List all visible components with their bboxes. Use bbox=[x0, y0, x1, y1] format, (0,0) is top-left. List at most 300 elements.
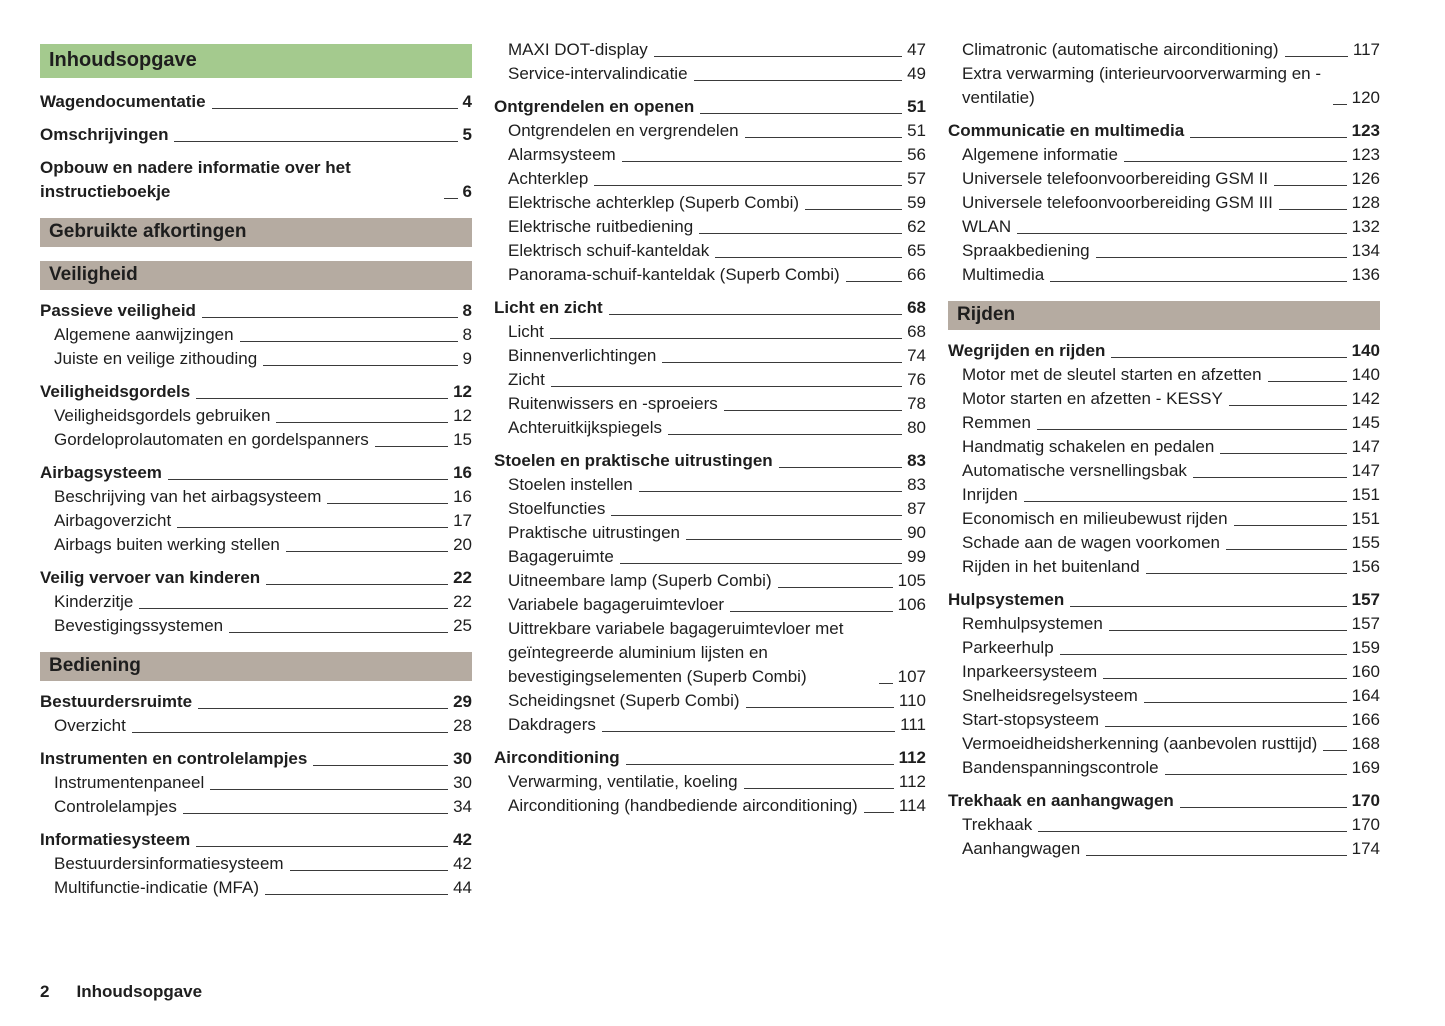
leader-line bbox=[745, 137, 902, 138]
toc-entry-page-number: 74 bbox=[907, 346, 926, 365]
toc-entry-page-number: 159 bbox=[1351, 638, 1380, 657]
leader-line bbox=[602, 731, 895, 732]
toc-entry bbox=[40, 428, 472, 452]
leader-line bbox=[198, 708, 448, 709]
leader-line bbox=[183, 813, 448, 814]
toc-entry-title: Instrumentenpaneel bbox=[54, 773, 205, 792]
toc-entry bbox=[494, 416, 926, 440]
toc-entry-title: Wegrijden en rijden bbox=[948, 341, 1106, 360]
toc-entry-page-number: 78 bbox=[907, 394, 926, 413]
toc-entry-title: Bestuurdersinformatiesysteem bbox=[54, 854, 284, 873]
leader-line bbox=[668, 434, 902, 435]
section-header: Gebruikte afkortingen bbox=[40, 218, 472, 247]
toc-entry-title: Airbags buiten werking stellen bbox=[54, 535, 280, 554]
toc-entry-title: Dakdragers bbox=[508, 715, 596, 734]
toc-entry-title: Veiligheidsgordels gebruiken bbox=[54, 406, 271, 425]
toc-entry bbox=[40, 876, 472, 900]
toc-entry-title: Algemene aanwijzingen bbox=[54, 325, 234, 344]
toc-entry bbox=[494, 320, 926, 344]
toc-entry bbox=[948, 387, 1380, 411]
toc-entry bbox=[948, 756, 1380, 780]
toc-entry-page-number: 44 bbox=[453, 878, 472, 897]
toc-entry-title: Economisch en milieubewust rijden bbox=[962, 509, 1228, 528]
toc-entry-title: Elektrische ruitbediening bbox=[508, 217, 694, 236]
leader-line bbox=[375, 446, 448, 447]
leader-line bbox=[879, 683, 893, 684]
toc-entry-title: Vermoeidheidsherkenning (aanbevolen rusttijd) bbox=[962, 734, 1318, 753]
toc-entry bbox=[40, 461, 472, 485]
toc-entry bbox=[948, 215, 1380, 239]
toc-entry-page-number: 169 bbox=[1351, 758, 1380, 777]
toc-entry bbox=[40, 509, 472, 533]
toc-entry-page-number: 22 bbox=[453, 592, 472, 611]
toc-entry-page-number: 145 bbox=[1351, 413, 1380, 432]
toc-entry bbox=[948, 507, 1380, 531]
toc-entry-title: WLAN bbox=[962, 217, 1012, 236]
toc-entry-title: Multimedia bbox=[962, 265, 1045, 284]
toc-entry bbox=[948, 38, 1380, 62]
toc-entry-title: Stoelen instellen bbox=[508, 475, 633, 494]
leader-line bbox=[1229, 405, 1347, 406]
leader-line bbox=[1103, 678, 1347, 679]
toc-entry-title: Handmatig schakelen en pedalen bbox=[962, 437, 1215, 456]
toc-entry-page-number: 65 bbox=[907, 241, 926, 260]
leader-line bbox=[1234, 525, 1347, 526]
toc-entry bbox=[40, 614, 472, 638]
toc-entry bbox=[948, 789, 1380, 813]
leader-line bbox=[266, 584, 448, 585]
toc-entry bbox=[948, 239, 1380, 263]
leader-line bbox=[724, 410, 902, 411]
toc-entry-page-number: 140 bbox=[1351, 365, 1380, 384]
toc-entry-title: Airconditioning (handbediende airconditioning) bbox=[508, 796, 858, 815]
toc-entry-title: Spraakbediening bbox=[962, 241, 1090, 260]
toc-entry-page-number: 80 bbox=[907, 418, 926, 437]
toc-entry bbox=[948, 732, 1380, 756]
toc-entry-page-number: 12 bbox=[453, 406, 472, 425]
leader-line bbox=[846, 281, 902, 282]
toc-entry-page-number: 160 bbox=[1351, 662, 1380, 681]
toc-entry-title: Verwarming, ventilatie, koeling bbox=[508, 772, 738, 791]
toc-entry bbox=[40, 404, 472, 428]
toc-entry-page-number: 142 bbox=[1351, 389, 1380, 408]
toc-entry bbox=[948, 483, 1380, 507]
toc-entry-title: Uitneembare lamp (Superb Combi) bbox=[508, 571, 772, 590]
leader-line bbox=[1109, 630, 1347, 631]
toc-entry bbox=[40, 323, 472, 347]
leader-line bbox=[1050, 281, 1346, 282]
toc-entry-title: Trekhaak en aanhangwagen bbox=[948, 791, 1174, 810]
toc-entry-page-number: 25 bbox=[453, 616, 472, 635]
toc-entry bbox=[494, 239, 926, 263]
toc-entry-title: Passieve veiligheid bbox=[40, 301, 196, 320]
toc-entry-title: Communicatie en multimedia bbox=[948, 121, 1185, 140]
toc-entry-page-number: 15 bbox=[453, 430, 472, 449]
toc-entry bbox=[494, 770, 926, 794]
toc-entry-page-number: 174 bbox=[1351, 839, 1380, 858]
toc-entry-page-number: 90 bbox=[907, 523, 926, 542]
leader-line bbox=[1086, 855, 1346, 856]
toc-entry-title: Airbagsysteem bbox=[40, 463, 162, 482]
toc-entry-title: Uittrekbare variabele bagageruimtevloer met geïntegreerde aluminium lijsten en bevestigingselementen (Superb Combi) bbox=[508, 619, 844, 686]
toc-entry-page-number: 111 bbox=[900, 715, 926, 734]
toc-entry-title: Juiste en veilige zithouding bbox=[54, 349, 258, 368]
leader-line bbox=[1070, 606, 1346, 607]
toc-entry bbox=[948, 191, 1380, 215]
toc-entry bbox=[948, 684, 1380, 708]
toc-entry-title: Omschrijvingen bbox=[40, 125, 169, 144]
toc-entry-title: Airbagoverzicht bbox=[54, 511, 172, 530]
toc-entry-page-number: 106 bbox=[897, 595, 926, 614]
toc-entry-page-number: 105 bbox=[897, 571, 926, 590]
toc-entry-page-number: 123 bbox=[1351, 145, 1380, 164]
toc-entry bbox=[40, 485, 472, 509]
toc-entry-page-number: 9 bbox=[462, 349, 472, 368]
section-header: Veiligheid bbox=[40, 261, 472, 290]
toc-entry bbox=[948, 339, 1380, 363]
toc-entry-page-number: 112 bbox=[898, 772, 926, 791]
leader-line bbox=[276, 422, 448, 423]
toc-entry-page-number: 29 bbox=[453, 692, 472, 711]
leader-line bbox=[744, 788, 894, 789]
leader-line bbox=[864, 812, 894, 813]
toc-entry-title: Airconditioning bbox=[494, 748, 620, 767]
toc-entry-title: Universele telefoonvoorbereiding GSM II bbox=[962, 169, 1269, 188]
toc-entry-page-number: 107 bbox=[897, 667, 926, 686]
toc-entry bbox=[948, 459, 1380, 483]
toc-entry-title: Remmen bbox=[962, 413, 1031, 432]
toc-entry bbox=[948, 660, 1380, 684]
toc-entry-title: Panorama-schuif-kanteldak (Superb Combi) bbox=[508, 265, 840, 284]
leader-line bbox=[1105, 726, 1347, 727]
toc-entry-page-number: 20 bbox=[453, 535, 472, 554]
toc-entry-page-number: 87 bbox=[907, 499, 926, 518]
toc-entry bbox=[494, 794, 926, 818]
toc-entry-title: Alarmsysteem bbox=[508, 145, 616, 164]
leader-line bbox=[1060, 654, 1347, 655]
toc-entry-title: Algemene informatie bbox=[962, 145, 1118, 164]
toc-entry bbox=[494, 746, 926, 770]
leader-line bbox=[196, 398, 448, 399]
toc-entry bbox=[40, 90, 472, 114]
toc-entry-page-number: 112 bbox=[898, 748, 926, 767]
leader-line bbox=[686, 539, 902, 540]
toc-entry bbox=[948, 62, 1380, 110]
toc-entry-page-number: 134 bbox=[1351, 241, 1380, 260]
leader-line bbox=[210, 789, 448, 790]
toc-entry-title: Scheidingsnet (Superb Combi) bbox=[508, 691, 740, 710]
leader-line bbox=[1190, 137, 1346, 138]
toc-entry-page-number: 168 bbox=[1351, 734, 1380, 753]
toc-entry-title: Ontgrendelen en vergrendelen bbox=[508, 121, 739, 140]
toc-entry-title: Binnenverlichtingen bbox=[508, 346, 657, 365]
leader-line bbox=[290, 870, 448, 871]
toc-entry bbox=[40, 566, 472, 590]
toc-column-2 bbox=[494, 38, 926, 818]
toc-entry-page-number: 47 bbox=[907, 40, 926, 59]
toc-entry-page-number: 170 bbox=[1351, 791, 1380, 810]
toc-entry-page-number: 42 bbox=[453, 830, 472, 849]
toc-entry-page-number: 17 bbox=[453, 511, 472, 530]
leader-line bbox=[229, 632, 448, 633]
toc-entry-page-number: 62 bbox=[907, 217, 926, 236]
leader-line bbox=[212, 108, 458, 109]
toc-entry bbox=[948, 435, 1380, 459]
toc-entry bbox=[948, 555, 1380, 579]
toc-entry-page-number: 164 bbox=[1351, 686, 1380, 705]
toc-entry bbox=[494, 545, 926, 569]
toc-entry-page-number: 114 bbox=[898, 796, 926, 815]
toc-entry bbox=[40, 828, 472, 852]
toc-entry-page-number: 151 bbox=[1351, 509, 1380, 528]
toc-entry-title: Praktische uitrustingen bbox=[508, 523, 680, 542]
leader-line bbox=[805, 209, 902, 210]
leader-line bbox=[168, 479, 448, 480]
toc-entry bbox=[40, 590, 472, 614]
toc-entry-title: Climatronic (automatische airconditioning) bbox=[962, 40, 1279, 59]
toc-entry-page-number: 120 bbox=[1351, 88, 1380, 107]
toc-entry-title: Automatische versnellingsbak bbox=[962, 461, 1187, 480]
leader-line bbox=[263, 365, 457, 366]
toc-entry bbox=[494, 215, 926, 239]
toc-entry-title: Bestuurdersruimte bbox=[40, 692, 193, 711]
toc-entry bbox=[40, 156, 472, 204]
toc-entry-title: MAXI DOT-display bbox=[508, 40, 648, 59]
toc-entry-title: Licht en zicht bbox=[494, 298, 603, 317]
leader-line bbox=[694, 80, 903, 81]
toc-entry-title: Motor met de sleutel starten en afzetten bbox=[962, 365, 1262, 384]
toc-entry bbox=[494, 497, 926, 521]
toc-entry-page-number: 83 bbox=[907, 451, 926, 470]
toc-entry-title: Inrijden bbox=[962, 485, 1018, 504]
leader-line bbox=[1146, 573, 1347, 574]
toc-entry bbox=[948, 263, 1380, 287]
section-header: Bediening bbox=[40, 652, 472, 681]
toc-entry-title: Informatiesysteem bbox=[40, 830, 191, 849]
toc-entry-title: Controlelampjes bbox=[54, 797, 177, 816]
toc-entry bbox=[40, 795, 472, 819]
toc-entry bbox=[494, 617, 926, 689]
toc-entry bbox=[494, 62, 926, 86]
leader-line bbox=[1144, 702, 1347, 703]
toc-entry-page-number: 28 bbox=[453, 716, 472, 735]
leader-line bbox=[196, 846, 448, 847]
toc-entry bbox=[948, 813, 1380, 837]
toc-entry-title: Zicht bbox=[508, 370, 545, 389]
toc-entry-page-number: 16 bbox=[453, 487, 472, 506]
leader-line bbox=[730, 611, 893, 612]
toc-entry bbox=[494, 368, 926, 392]
leader-line bbox=[1193, 477, 1347, 478]
toc-entry-title: Achterklep bbox=[508, 169, 589, 188]
toc-entry-title: Opbouw en nadere informatie over het instructieboekje bbox=[40, 158, 351, 201]
footer-section-label: Inhoudsopgave bbox=[76, 982, 203, 1001]
leader-line bbox=[1268, 381, 1347, 382]
leader-line bbox=[1180, 807, 1347, 808]
toc-entry-page-number: 4 bbox=[462, 92, 472, 111]
leader-line bbox=[1096, 257, 1347, 258]
toc-entry bbox=[40, 533, 472, 557]
toc-entry-title: Bandenspanningscontrole bbox=[962, 758, 1159, 777]
leader-line bbox=[1333, 104, 1347, 105]
leader-line bbox=[174, 141, 457, 142]
page-footer bbox=[40, 982, 202, 1002]
leader-line bbox=[550, 338, 902, 339]
toc-entry-page-number: 30 bbox=[453, 749, 472, 768]
toc-entry-page-number: 8 bbox=[462, 301, 472, 320]
leader-line bbox=[1226, 549, 1347, 550]
toc-entry bbox=[948, 588, 1380, 612]
leader-line bbox=[779, 467, 902, 468]
toc-entry-page-number: 132 bbox=[1351, 217, 1380, 236]
leader-line bbox=[1274, 185, 1346, 186]
leader-line bbox=[286, 551, 448, 552]
toc-column-3 bbox=[948, 38, 1380, 861]
toc-entry-page-number: 110 bbox=[898, 691, 926, 710]
toc-entry bbox=[948, 411, 1380, 435]
toc-entry-title: Achteruitkijkspiegels bbox=[508, 418, 663, 437]
toc-entry-title: Bagageruimte bbox=[508, 547, 614, 566]
leader-line bbox=[313, 765, 448, 766]
leader-line bbox=[699, 233, 902, 234]
toc-entry bbox=[948, 167, 1380, 191]
toc-entry-page-number: 136 bbox=[1351, 265, 1380, 284]
leader-line bbox=[265, 894, 448, 895]
toc-entry bbox=[948, 708, 1380, 732]
leader-line bbox=[240, 341, 458, 342]
leader-line bbox=[177, 527, 448, 528]
toc-entry bbox=[40, 714, 472, 738]
toc-entry bbox=[40, 852, 472, 876]
leader-line bbox=[1111, 357, 1346, 358]
toc-entry-page-number: 157 bbox=[1351, 590, 1380, 609]
toc-entry bbox=[494, 296, 926, 320]
leader-line bbox=[327, 503, 448, 504]
toc-entry-title: Variabele bagageruimtevloer bbox=[508, 595, 725, 614]
toc-entry-title: Stoelen en praktische uitrustingen bbox=[494, 451, 773, 470]
toc-entry bbox=[494, 38, 926, 62]
toc-entry-page-number: 140 bbox=[1351, 341, 1380, 360]
toc-entry-page-number: 99 bbox=[907, 547, 926, 566]
leader-line bbox=[1285, 56, 1348, 57]
toc-entry bbox=[494, 713, 926, 737]
toc-entry-title: Extra verwarming (interieurvoorverwarming en -ventilatie) bbox=[962, 64, 1322, 107]
leader-line bbox=[622, 161, 902, 162]
toc-entry-page-number: 12 bbox=[453, 382, 472, 401]
leader-line bbox=[202, 317, 458, 318]
leader-line bbox=[1038, 831, 1346, 832]
toc-entry-page-number: 66 bbox=[907, 265, 926, 284]
toc-entry-title: Trekhaak bbox=[962, 815, 1033, 834]
leader-line bbox=[1124, 161, 1347, 162]
toc-entry-page-number: 155 bbox=[1351, 533, 1380, 552]
leader-line bbox=[1017, 233, 1347, 234]
toc-entry-page-number: 30 bbox=[453, 773, 472, 792]
toc-title: Inhoudsopgave bbox=[40, 44, 472, 78]
toc-entry-title: Inparkeersysteem bbox=[962, 662, 1098, 681]
toc-entry-title: Parkeerhulp bbox=[962, 638, 1054, 657]
leader-line bbox=[139, 608, 448, 609]
toc-entry bbox=[494, 392, 926, 416]
toc-entry-page-number: 147 bbox=[1351, 437, 1380, 456]
section-header: Rijden bbox=[948, 301, 1380, 330]
toc-entry-title: Schade aan de wagen voorkomen bbox=[962, 533, 1221, 552]
toc-entry bbox=[948, 363, 1380, 387]
toc-entry-title: Motor starten en afzetten - KESSY bbox=[962, 389, 1223, 408]
toc-entry bbox=[948, 636, 1380, 660]
toc-entry-title: Aanhangwagen bbox=[962, 839, 1081, 858]
toc-entry-title: Instrumenten en controlelampjes bbox=[40, 749, 308, 768]
toc-entry-title: Beschrijving van het airbagsysteem bbox=[54, 487, 322, 506]
toc-entry bbox=[40, 771, 472, 795]
toc-entry bbox=[494, 473, 926, 497]
toc-entry-title: Stoelfuncties bbox=[508, 499, 606, 518]
toc-entry-title: Ruitenwissers en -sproeiers bbox=[508, 394, 718, 413]
leader-line bbox=[778, 587, 893, 588]
toc-entry-page-number: 16 bbox=[453, 463, 472, 482]
toc-entry-page-number: 76 bbox=[907, 370, 926, 389]
toc-column-1 bbox=[40, 38, 472, 900]
leader-line bbox=[620, 563, 902, 564]
toc-entry-page-number: 59 bbox=[907, 193, 926, 212]
toc-entry-title: Universele telefoonvoorbereiding GSM III bbox=[962, 193, 1273, 212]
toc-entry-page-number: 51 bbox=[907, 121, 926, 140]
toc-entry-page-number: 68 bbox=[907, 322, 926, 341]
toc-entry bbox=[40, 690, 472, 714]
toc-entry-page-number: 68 bbox=[907, 298, 926, 317]
leader-line bbox=[1165, 774, 1347, 775]
toc-entry bbox=[494, 191, 926, 215]
toc-entry-title: Hulpsystemen bbox=[948, 590, 1065, 609]
leader-line bbox=[639, 491, 902, 492]
toc-entry-title: Veiligheidsgordels bbox=[40, 382, 191, 401]
toc-entry bbox=[948, 612, 1380, 636]
toc-entry bbox=[948, 531, 1380, 555]
toc-entry-page-number: 57 bbox=[907, 169, 926, 188]
toc-entry bbox=[948, 143, 1380, 167]
toc-entry bbox=[494, 95, 926, 119]
toc-entry-page-number: 147 bbox=[1351, 461, 1380, 480]
toc-entry-title: Veilig vervoer van kinderen bbox=[40, 568, 261, 587]
toc-entry-page-number: 157 bbox=[1351, 614, 1380, 633]
toc-entry-title: Snelheidsregelsysteem bbox=[962, 686, 1138, 705]
toc-entry-title: Rijden in het buitenland bbox=[962, 557, 1140, 576]
leader-line bbox=[609, 314, 902, 315]
leader-line bbox=[611, 515, 902, 516]
toc-entry-page-number: 156 bbox=[1351, 557, 1380, 576]
toc-entry bbox=[494, 167, 926, 191]
leader-line bbox=[594, 185, 902, 186]
toc-entry bbox=[494, 263, 926, 287]
toc-entry-page-number: 123 bbox=[1351, 121, 1380, 140]
toc-entry bbox=[494, 344, 926, 368]
leader-line bbox=[1024, 501, 1347, 502]
toc-entry bbox=[40, 347, 472, 371]
leader-line bbox=[1220, 453, 1346, 454]
toc-entry-title: Licht bbox=[508, 322, 544, 341]
toc-entry-page-number: 166 bbox=[1351, 710, 1380, 729]
leader-line bbox=[662, 362, 902, 363]
leader-line bbox=[700, 113, 902, 114]
toc-entry-page-number: 34 bbox=[453, 797, 472, 816]
leader-line bbox=[715, 257, 902, 258]
leader-line bbox=[551, 386, 902, 387]
toc-entry-title: Service-intervalindicatie bbox=[508, 64, 688, 83]
toc-entry-page-number: 5 bbox=[462, 125, 472, 144]
toc-entry-page-number: 22 bbox=[453, 568, 472, 587]
toc-entry-title: Bevestigingssystemen bbox=[54, 616, 224, 635]
toc-entry-page-number: 117 bbox=[1352, 40, 1380, 59]
